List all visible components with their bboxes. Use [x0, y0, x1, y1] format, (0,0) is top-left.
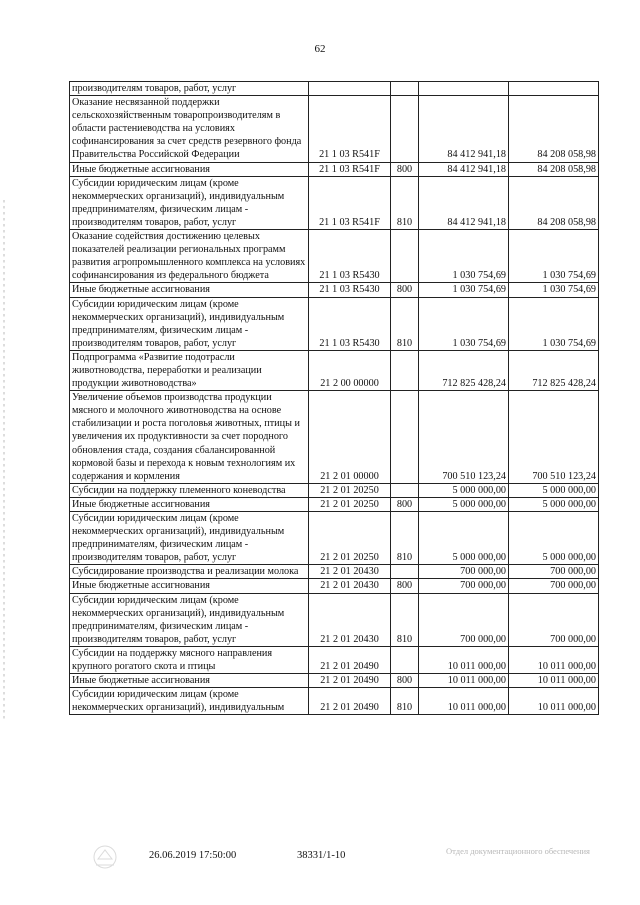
table-row — [70, 176, 599, 229]
cell-code: 21 2 01 20250 — [309, 497, 391, 511]
cell-sum-year-2: 84 208 058,98 — [509, 96, 599, 162]
cell-code: 21 2 00 00000 — [309, 350, 391, 390]
cell-code: 21 1 03 R541F — [309, 96, 391, 162]
cell-expense-type — [391, 646, 419, 673]
cell-sum-year-1: 1 030 754,69 — [419, 297, 509, 350]
cell-expense-type: 810 — [391, 297, 419, 350]
cell-expense-type: 800 — [391, 674, 419, 688]
cell-expense-type: 800 — [391, 579, 419, 593]
cell-sum-year-1: 700 000,00 — [419, 593, 509, 646]
table-row — [70, 579, 599, 593]
cell-expense-type: 810 — [391, 176, 419, 229]
cell-name: производителям товаров, работ, услуг — [70, 82, 309, 96]
cell-sum-year-1: 700 510 123,24 — [419, 391, 509, 484]
cell-name: Иные бюджетные ассигнования — [70, 283, 309, 297]
cell-name: Увеличение объемов производства продукции мясного и молочного животноводства на основе стабилизации и роста поголовья животных, птицы и увеличения их продуктивности за счет породного обновления стада, создания сбалансированной кормовой базы и перехода к новым технологиям их содержания и кормления — [70, 391, 309, 484]
cell-sum-year-1: 10 011 000,00 — [419, 646, 509, 673]
cell-sum-year-2: 10 011 000,00 — [509, 646, 599, 673]
cell-sum-year-1: 5 000 000,00 — [419, 512, 509, 565]
cell-sum-year-1: 1 030 754,69 — [419, 283, 509, 297]
cell-sum-year-1: 84 412 941,18 — [419, 96, 509, 162]
cell-code: 21 2 01 20490 — [309, 646, 391, 673]
cell-sum-year-1: 1 030 754,69 — [419, 230, 509, 283]
cell-code: 21 2 01 20490 — [309, 688, 391, 715]
cell-expense-type: 800 — [391, 162, 419, 176]
cell-expense-type: 810 — [391, 512, 419, 565]
table-row — [70, 162, 599, 176]
cell-sum-year-2: 84 208 058,98 — [509, 176, 599, 229]
cell-sum-year-2: 5 000 000,00 — [509, 483, 599, 497]
cell-name: Иные бюджетные ассигнования — [70, 497, 309, 511]
cell-name: Иные бюджетные ассигнования — [70, 579, 309, 593]
cell-sum-year-2: 5 000 000,00 — [509, 512, 599, 565]
table-row — [70, 96, 599, 162]
office-stamp: Отдел документационного обеспечения — [446, 846, 590, 856]
cell-expense-type: 810 — [391, 688, 419, 715]
cell-sum-year-2: 84 208 058,98 — [509, 162, 599, 176]
cell-name: Субсидирование производства и реализации молока — [70, 565, 309, 579]
table-body — [70, 82, 599, 715]
cell-name: Субсидии юридическим лицам (кроме некоммерческих организаций), индивидуальным — [70, 688, 309, 715]
cell-code: 21 1 03 R5430 — [309, 230, 391, 283]
table-row — [70, 497, 599, 511]
table-row — [70, 565, 599, 579]
stamp-emblem-icon — [88, 843, 122, 871]
cell-name: Субсидии юридическим лицам (кроме некоммерческих организаций), индивидуальным предпринимателям, физическим лицам - производителям товаров, работ, услуг — [70, 176, 309, 229]
cell-expense-type — [391, 96, 419, 162]
cell-sum-year-1: 5 000 000,00 — [419, 483, 509, 497]
cell-name: Субсидии на поддержку мясного направления крупного рогатого скота и птицы — [70, 646, 309, 673]
cell-expense-type — [391, 391, 419, 484]
footer-datetime: 26.06.2019 17:50:00 — [149, 850, 237, 861]
table-row — [70, 350, 599, 390]
cell-name: Подпрограмма «Развитие подотрасли животноводства, переработки и реализации продукции животноводства» — [70, 350, 309, 390]
cell-expense-type — [391, 350, 419, 390]
cell-expense-type — [391, 82, 419, 96]
cell-sum-year-2: 700 000,00 — [509, 579, 599, 593]
cell-sum-year-2: 700 000,00 — [509, 593, 599, 646]
cell-code — [309, 82, 391, 96]
cell-name: Субсидии юридическим лицам (кроме некоммерческих организаций), индивидуальным предпринимателям, физическим лицам - производителям товаров, работ, услуг — [70, 593, 309, 646]
cell-sum-year-1: 84 412 941,18 — [419, 176, 509, 229]
cell-name: Субсидии на поддержку племенного коневодства — [70, 483, 309, 497]
cell-expense-type — [391, 483, 419, 497]
scan-edge-marks — [3, 200, 5, 720]
cell-code: 21 2 01 20430 — [309, 565, 391, 579]
table-row — [70, 674, 599, 688]
table-row — [70, 82, 599, 96]
cell-sum-year-2 — [509, 82, 599, 96]
cell-code: 21 1 03 R541F — [309, 162, 391, 176]
cell-code: 21 2 01 20430 — [309, 593, 391, 646]
cell-code: 21 2 01 20250 — [309, 512, 391, 565]
table-row — [70, 297, 599, 350]
cell-sum-year-2: 712 825 428,24 — [509, 350, 599, 390]
cell-code: 21 2 01 20430 — [309, 579, 391, 593]
cell-sum-year-2: 1 030 754,69 — [509, 297, 599, 350]
cell-sum-year-1: 700 000,00 — [419, 579, 509, 593]
cell-sum-year-1: 84 412 941,18 — [419, 162, 509, 176]
table-row — [70, 283, 599, 297]
cell-code: 21 2 01 20250 — [309, 483, 391, 497]
table-row — [70, 483, 599, 497]
table-row — [70, 688, 599, 715]
cell-code: 21 1 03 R5430 — [309, 283, 391, 297]
cell-code: 21 1 03 R541F — [309, 176, 391, 229]
cell-sum-year-2: 1 030 754,69 — [509, 283, 599, 297]
table-row — [70, 391, 599, 484]
cell-expense-type: 800 — [391, 497, 419, 511]
cell-code: 21 2 01 20490 — [309, 674, 391, 688]
table-row — [70, 230, 599, 283]
cell-sum-year-2: 10 011 000,00 — [509, 688, 599, 715]
table-row — [70, 646, 599, 673]
cell-expense-type — [391, 230, 419, 283]
cell-sum-year-1: 700 000,00 — [419, 565, 509, 579]
cell-name: Иные бюджетные ассигнования — [70, 162, 309, 176]
cell-sum-year-1: 5 000 000,00 — [419, 497, 509, 511]
cell-name: Субсидии юридическим лицам (кроме некоммерческих организаций), индивидуальным предпринимателям, физическим лицам - производителям товаров, работ, услуг — [70, 512, 309, 565]
cell-sum-year-2: 1 030 754,69 — [509, 230, 599, 283]
cell-name: Иные бюджетные ассигнования — [70, 674, 309, 688]
cell-expense-type: 810 — [391, 593, 419, 646]
cell-name: Субсидии юридическим лицам (кроме некоммерческих организаций), индивидуальным предпринимателям, физическим лицам - производителям товаров, работ, услуг — [70, 297, 309, 350]
cell-expense-type — [391, 565, 419, 579]
cell-sum-year-2: 700 000,00 — [509, 565, 599, 579]
table-row — [70, 512, 599, 565]
budget-table — [69, 81, 599, 715]
cell-code: 21 2 01 00000 — [309, 391, 391, 484]
cell-name: Оказание содействия достижению целевых показателей реализации региональных программ развития агропромышленного комплекса на условиях софинансирования из федерального бюджета — [70, 230, 309, 283]
cell-sum-year-1: 10 011 000,00 — [419, 688, 509, 715]
cell-sum-year-2: 5 000 000,00 — [509, 497, 599, 511]
table-row — [70, 593, 599, 646]
cell-sum-year-1: 712 825 428,24 — [419, 350, 509, 390]
cell-sum-year-2: 10 011 000,00 — [509, 674, 599, 688]
cell-code: 21 1 03 R5430 — [309, 297, 391, 350]
footer-doc-number: 38331/1-10 — [297, 850, 346, 861]
cell-sum-year-1 — [419, 82, 509, 96]
cell-sum-year-2: 700 510 123,24 — [509, 391, 599, 484]
cell-name: Оказание несвязанной поддержки сельскохозяйственным товаропроизводителям в области растениеводства на условиях софинансирования за счет средств резервного фонда Правительства Российской Федерации — [70, 96, 309, 162]
cell-expense-type: 800 — [391, 283, 419, 297]
cell-sum-year-1: 10 011 000,00 — [419, 674, 509, 688]
page-number: 62 — [314, 43, 326, 55]
